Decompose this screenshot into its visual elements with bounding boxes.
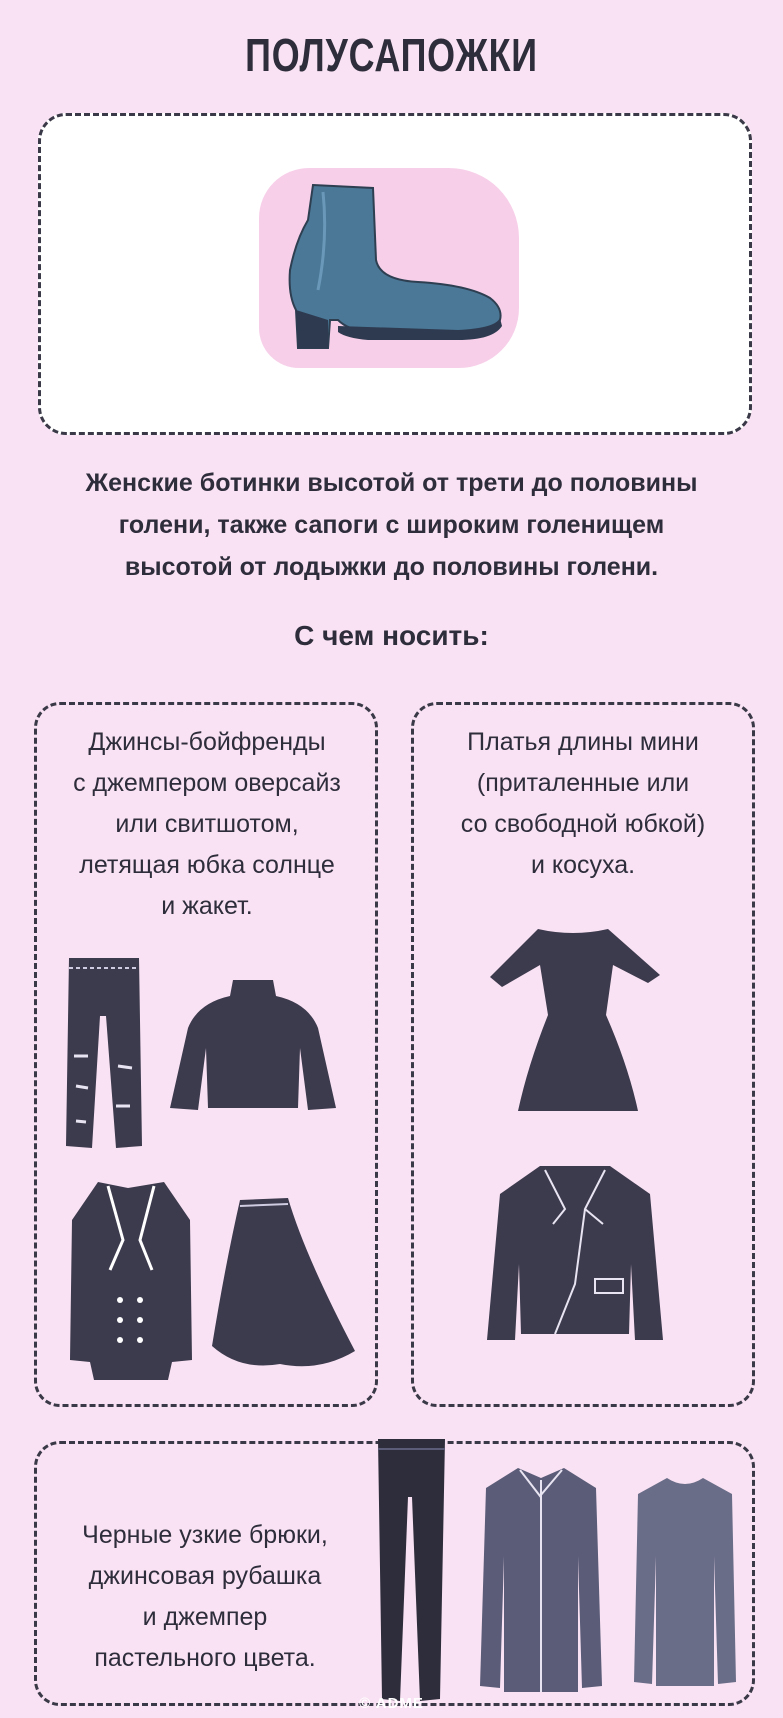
outfit-line: Черные узкие брюки, (82, 1521, 328, 1549)
outfit-line: (приталенные или (476, 769, 690, 797)
mini-dress-icon (488, 925, 663, 1111)
flared-skirt-icon (210, 1196, 360, 1372)
boyfriend-jeans-icon (64, 956, 144, 1151)
outfit-line: Платья длины мини (467, 728, 699, 756)
description-line: Женские ботинки высотой от трети до половины (85, 469, 698, 497)
skinny-trousers-icon (374, 1437, 449, 1705)
ankle-boot-icon (268, 180, 518, 360)
outfit-line: и жакет. (161, 892, 253, 920)
blazer-icon (68, 1180, 194, 1380)
outfit-line: пастельного цвета. (94, 1644, 316, 1672)
outfit-line: и джемпер (142, 1603, 268, 1631)
how-to-wear-heading: С чем носить: (294, 620, 489, 651)
page-title: ПОЛУСАПОЖКИ (245, 29, 538, 81)
outfit-bottom-text (50, 1515, 360, 1679)
description-line: голени, также сапоги с широким голенищем (118, 511, 665, 539)
outfit-left-text (40, 722, 374, 927)
denim-shirt-icon (478, 1466, 604, 1696)
outfit-line: со свободной юбкой) (460, 810, 706, 838)
outfit-line: или свитшотом, (115, 810, 299, 838)
outfit-line: джинсовая рубашка (88, 1562, 322, 1590)
outfit-right-text (415, 722, 751, 886)
description-line: высотой от лодыжки до половины голени. (124, 553, 659, 581)
adme-watermark: © ADME (359, 1695, 424, 1712)
boot-description (20, 462, 763, 588)
outfit-line: с джемпером оверсайз (73, 769, 341, 797)
biker-jacket-icon (485, 1164, 665, 1344)
outfit-line: Джинсы-бойфренды (88, 728, 326, 756)
outfit-line: летящая юбка солнце (79, 851, 335, 879)
oversized-sweater-icon (168, 978, 338, 1113)
pastel-sweater-icon (632, 1476, 738, 1690)
outfit-line: и косуха. (530, 851, 636, 879)
